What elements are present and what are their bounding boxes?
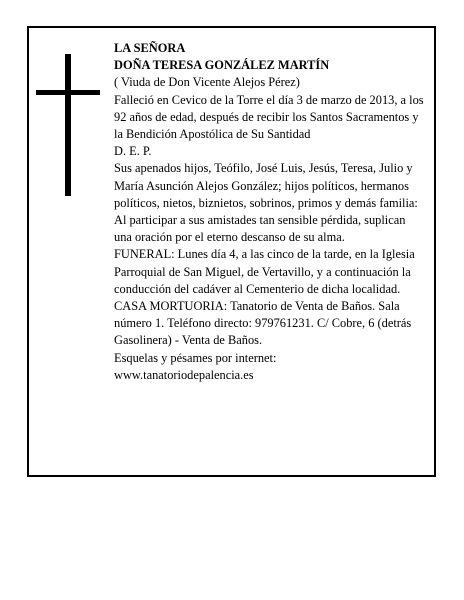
deceased-name: DOÑA TERESA GONZÁLEZ MARTÍN (114, 58, 330, 73)
website-link[interactable]: www.tanatoriodepalencia.es (114, 367, 254, 382)
widow-line: ( Viuda de Don Vicente Alejos Pérez) (114, 75, 300, 90)
death-paragraph: Falleció en Cevico de la Torre el día 3 de marzo de 2013, a los 92 años de edad, después de recibir los Santos Sacramentos y la Bendición Apostólica de Su Santidad (114, 92, 424, 142)
cross-horizontal-bar (36, 90, 100, 95)
obituary-text (114, 40, 424, 384)
internet-line: Esquelas y pésames por internet: (114, 350, 277, 365)
dep-line: D. E. P. (114, 144, 152, 159)
cross-vertical-bar (65, 54, 71, 196)
cross-icon (36, 54, 100, 196)
family-paragraph: Sus apenados hijos, Teófilo, José Luis, Jesús, Teresa, Julio y María Asunción Alejos González; hijos políticos, hermanos políticos, nietos, biznietos, sobrinos, primos y demás familia: (114, 161, 418, 210)
deceased-title: LA SEÑORA (114, 41, 186, 55)
casa-mortuoria-paragraph: CASA MORTUORIA: Tanatorio de Venta de Baños. Sala número 1. Teléfono directo: 979761231. C/ Cobre, 6 (detrás Gasolinera) - Venta de Baños. (114, 299, 412, 348)
prayer-paragraph: Al participar a sus amistades tan sensible pérdida, suplican una oración por el eterno descanso de su alma. (114, 213, 406, 245)
funeral-paragraph: FUNERAL: Lunes día 4, a las cinco de la tarde, en la Iglesia Parroquial de San Miguel, de Vertavillo, y a continuación la conducción del cadáver al Cementerio de dicha localidad. (114, 247, 415, 296)
